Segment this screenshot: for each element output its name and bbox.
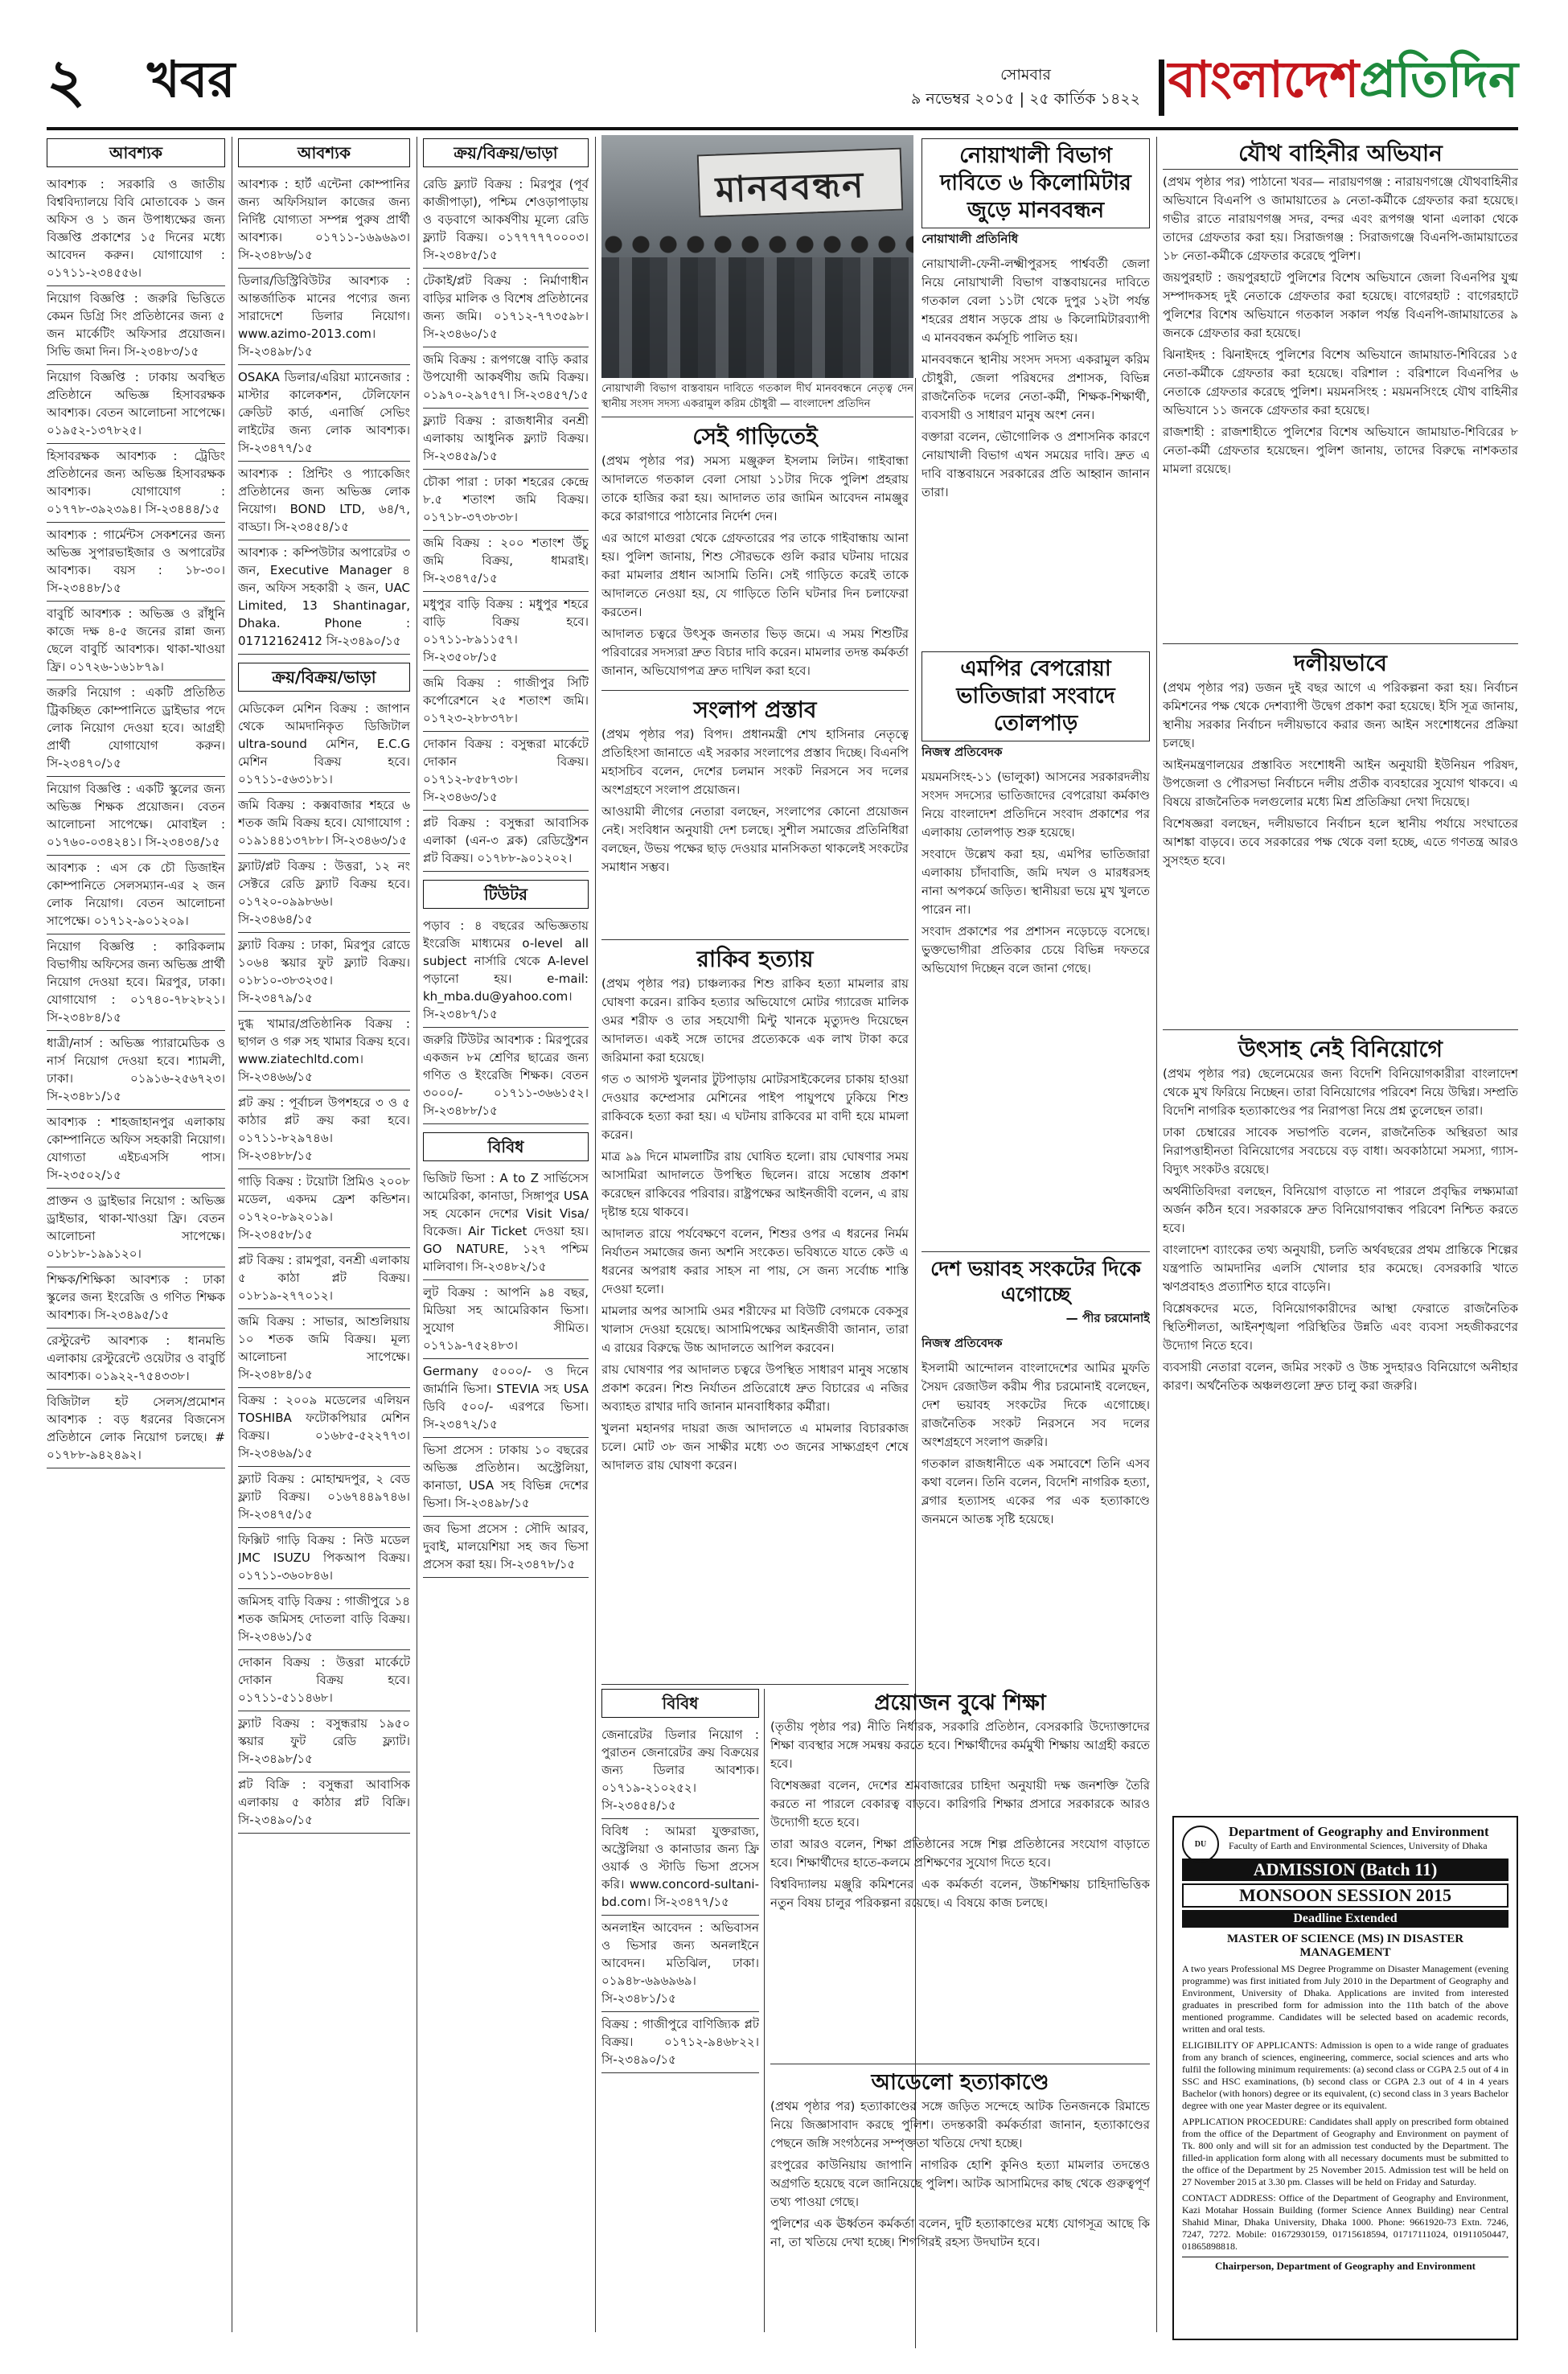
article-paragraph: মামলার অপর আসামি ওমর শরীফের মা বিউটি বেগমকে বেকসুর খালাস দেওয়া হয়েছে। আসামিপক্ষের আইনজীবী জানান, তারা এ রায়ের বিরুদ্ধে উচ্চ আদালতে আপিল করবেন। bbox=[601, 1304, 909, 1355]
article-paragraph: (প্রথম পৃষ্ঠার পর) বিপদ। প্রধানমন্ত্রী শেখ হাসিনার নেতৃত্বে প্রতিহিংসা জানাতে এই সরকার সংলাপের প্রস্তাব দিচ্ছে। বিএনপি মহাসচিব বলেন, দেশের চলমান সংকট নিরসনে সব দলের অংশগ্রহণে সংলাপ প্রয়োজন। bbox=[601, 727, 909, 797]
article-body bbox=[601, 452, 909, 680]
classified-ad: অনলাইন আবেদন : অভিবাসন ও ভিসার জন্য অনলাইনে আবেদন। মতিঝিল, ঢাকা। ০১৯৪৮-৬৯৬৯৬৯। সি-২৩৪৮১/১৫ bbox=[601, 1916, 759, 2012]
article-paragraph: বিশ্ববিদ্যালয় মঞ্জুরি কমিশনের এক কর্মকর্তা বলেন, উচ্চশিক্ষায় চাহিদাভিত্তিক নতুন বিষয় চালুর পরিকল্পনা রয়েছে। এ বিষয়ে কাজ চলছে। bbox=[770, 1877, 1150, 1910]
article-paragraph: বক্তারা বলেন, ভৌগোলিক ও প্রশাসনিক কারণে নোয়াখালী বিভাগ এখন সময়ের দাবি। দ্রুত এ দাবি বাস্তবায়নে সরকারের প্রতি আহ্বান জানান তারা। bbox=[922, 429, 1150, 499]
classified-ad: ফ্ল্যাট বিক্রয় : মোহাম্মদপুর, ২ বেড ফ্ল্যাট বিক্রয়। ০১৬৭৪৪৯৭৪৬। সি-২৩৪৭৫/১৫ bbox=[238, 1467, 410, 1528]
article-paragraph: (প্রথম পৃষ্ঠার পর) চাঞ্চল্যকর শিশু রাকিব হত্যা মামলার রায় ঘোষণা করেন। রাকিব হত্যার অভিযোগে মোটর গ্যারেজ মালিক ওমর শরীফ ও তার সহযোগী মিন্টু খানকে মৃত্যুদণ্ড দিয়েছেন আদালত। একই সঙ্গে তাদের প্রত্যেককে এক লাখ টাকা করে জরিমানা করা হয়েছে। bbox=[601, 976, 909, 1065]
classified-ad: টেকাই/প্লট বিক্রয় : নির্মাণাধীন বাড়ির মালিক ও বিশেষ প্রতিষ্ঠানের জন্য জমি। ০১৭১২-৭৭৩৫৯৮। সি-২৩৪৬০/১৫ bbox=[423, 269, 589, 347]
classified-ad: গাড়ি বিক্রয় : টয়োটা প্রিমিও ২০০৮ মডেল, একদম ফ্রেশ কন্ডিশন। ০১৭২০-৮৯২০১৯। সি-২৩৪৫৮/১৫ bbox=[238, 1169, 410, 1248]
article-paragraph: আইনমন্ত্রণালয়ের প্রস্তাবিত সংশোধনী আইন অনুযায়ী ইউনিয়ন পরিষদ, উপজেলা ও পৌরসভা নির্বাচনে দলীয় প্রতীক ব্যবহারের সুযোগ থাকবে। এ বিষয়ে রাজনৈতিক দলগুলোর মধ্যে মিশ্র প্রতিক্রিয়া দেখা দিয়েছে। bbox=[1163, 758, 1518, 809]
classified-ad: প্লট ক্রয় : পূর্বাচল উপশহরে ৩ ও ৫ কাঠার প্লট ক্রয় করা হবে। ০১৭১১-৮২৯৭৪৬। সি-২৩৪৮৮/১৫ bbox=[238, 1090, 410, 1169]
classified-ad: রেডি ফ্ল্যাট বিক্রয় : মিরপুর (পূর্ব কাজীপাড়া), পশ্চিম শেওড়াপাড়ায় ও বড়বাগে আকর্ষণীয় মূল্যে রেডি ফ্ল্যাট বিক্রয়। ০১৭৭৭৭৭০০০৩। সি-২৩৪৮৫/১৫ bbox=[423, 172, 589, 269]
classified-ad: হিসাবরক্ষক আবশ্যক : ট্রেডিং প্রতিষ্ঠানের জন্য অভিজ্ঞ হিসাবরক্ষক আবশ্যক। যোগাযোগ : ০১৭৭৮-৩৯২৩৯৪। সি-২৩৪৪৪/১৫ bbox=[47, 444, 225, 523]
photo-crowd bbox=[601, 257, 913, 378]
classified-ad: জমি বিক্রয় : সাভার, আশুলিয়ায় ১০ শতক জমি বিক্রয়। মূল্য আলোচনা সাপেক্ষে। সি-২৩৪৮৪/১৫ bbox=[238, 1309, 410, 1388]
classified-ad: আবশ্যক : হার্ট এন্টেনা কোম্পানির জন্য অফিসিয়াল কাজের জন্য নির্দিষ্ট যোগ্যতা সম্পন্ন পুরুষ প্রার্থী আবশ্যক। ০১৭১১-১৬৯৬৯৩। সি-২৩৪৮৬/১৫ bbox=[238, 172, 410, 269]
classified-ad: ফ্ল্যাট/প্লট বিক্রয় : উত্তরা, ১২ নং সেক্টরে রেডি ফ্ল্যাট বিক্রয় হবে। ০১৭২০-০৯৯৮৬৬। সি-২৩৪৬৪/১৫ bbox=[238, 854, 410, 933]
classified-ad: ডিলার/ডিস্ট্রিবিউটর আবশ্যক : আন্তর্জাতিক মানের পণ্যের জন্য সারাদেশে ডিলার নিয়োগ। www.azimo-2013.com। সি-২৩৪৯৮/১৫ bbox=[238, 269, 410, 365]
classified-ad: জমি বিক্রয় : ২০০ শতাংশ উঁচু জমি বিক্রয়, ধামরাই। সি-২৩৪৭৫/১৫ bbox=[423, 531, 589, 592]
classified-ad: মেডিকেল মেশিন বিক্রয় : জাপান থেকে আমদানিকৃত ডিজিটাল ultra-sound মেশিন, E.C.G মেশিন বিক্রয় হবে। ০১৭১১-৫৬৩১৮১। bbox=[238, 696, 410, 793]
classified-ad: নিয়োগ বিজ্ঞপ্তি : ঢাকায় অবস্থিত প্রতিষ্ঠানে অভিজ্ঞ হিসাবরক্ষক আবশ্যক। বেতন আলোচনা সাপেক্ষে। ০১৯৫২-১৩৭৮২৫। bbox=[47, 365, 225, 444]
ad-procedure: APPLICATION PROCEDURE: Candidates shall apply on prescribed form obtained from the office of the Department of Geography and Environment on payment of Tk. 800 only and will sit for an admission test conducted by the Department. The filled-in application form along with all necessary documents must be submitted to the office of the Department by 25 November 2015. Admission test will be held on 27 November 2015 at 3.30 pm. Classes will be held on Friday and Saturday. bbox=[1182, 2116, 1508, 2187]
article-body bbox=[922, 255, 1150, 502]
classified-ad: মধুপুর বাড়ি বিক্রয় : মধুপুর শহরে বাড়ি বিক্রয় হবে। ০১৭১১-৮৯১১৫৭। সি-২৩৫০৮/১৫ bbox=[423, 592, 589, 671]
article-hottakande bbox=[770, 2068, 1150, 2334]
classified-ad: দোকান বিক্রয় : উত্তরা মার্কেটে দোকান বিক্রয় হবে। ০১৭১১-৫১১৪৬৮। bbox=[238, 1650, 410, 1711]
headline: প্রয়োজন বুঝে শিক্ষা bbox=[874, 1690, 1046, 1715]
classified-ad: বাবুর্চি আবশ্যক : অভিজ্ঞ ও রাঁধুনি কাজে দক্ষ ৪-৫ জনের রান্না জন্য ছেলে বাবুর্চি আবশ্যক। থাকা-খাওয়া ফ্রি। ০১৭২৬-১৬১৮৭৯। bbox=[47, 602, 225, 680]
article-paragraph: (প্রথম পৃষ্ঠার পর) ডজন দুই বছর আগে এ পরিকল্পনা করা হয়। নির্বাচন কমিশনের পক্ষ থেকে দেশব্যাপী উদ্বেগ প্রকাশ করা হয়েছে। ইসি সূত্র জানায়, স্থানীয় সরকার নির্বাচন দলীয়ভাবে করার জন্য আইন সংশোধনের প্রক্রিয়া চলছে। bbox=[1163, 680, 1518, 750]
classified-ad: জমিসহ বাড়ি বিক্রয় : গাজীপুরে ১৪ শতক জমিসহ দোতলা বাড়ি বিক্রয়। সি-২৩৪৬১/১৫ bbox=[238, 1589, 410, 1650]
page-number: ২ bbox=[47, 47, 86, 116]
classified-ad: নিয়োগ বিজ্ঞপ্তি : কারিকলাম বিভাগীয় অফিসের জন্য অভিজ্ঞ প্রার্থী নিয়োগ দেওয়া হবে। মিরপুর, ঢাকা। যোগাযোগ : ০১৭৪০-৭৮২৮২১। সি-২৩৪৮৪/১৫ bbox=[47, 934, 225, 1031]
article-paragraph: তারা আরও বলেন, শিক্ষা প্রতিষ্ঠানের সঙ্গে শিল্প প্রতিষ্ঠানের সংযোগ বাড়াতে হবে। শিক্ষার্থীদের হাতে-কলমে প্রশিক্ষণের সুযোগ দিতে হবে। bbox=[770, 1837, 1150, 1870]
article-paragraph: (প্রথম পৃষ্ঠার পর) ছেলেমেয়ের জন্য বিদেশি বিনিয়োগকারীরা বাংলাদেশ থেকে মুখ ফিরিয়ে নিচ্ছেন। তারা বিনিয়োগের পরিবেশ নিয়ে উদ্বিগ্ন। সম্প্রতি বিদেশি নাগরিক হত্যাকাণ্ডের পর নিরাপত্তা নিয়ে প্রশ্ন তুলেছেন তারা। bbox=[1163, 1066, 1518, 1118]
article-paragraph: পুলিশের এক ঊর্ধ্বতন কর্মকর্তা বলেন, দুটি হত্যাকাণ্ডের মধ্যে যোগসূত্র আছে কি না, তা খতিয়ে দেখা হচ্ছে। শিগগিরই রহস্য উদঘাটন হবে। bbox=[770, 2216, 1150, 2249]
brand-name-red: বাংলাদেশ bbox=[1168, 50, 1360, 109]
classified-ad: ভিজিট ভিসা : A to Z সার্ভিসেস আমেরিকা, কানাডা, সিঙ্গাপুর USA সহ যেকোন দেশের Visit Visa/বিকেজ। Air Ticket দেওয়া হয়। GO NATURE, ১২৭ পশ্চিম মালিবাগ। সি-২৩৪৮২/১৫ bbox=[423, 1166, 589, 1280]
ad-intro: A two years Professional MS Degree Programme on Disaster Management (evening programme) was first initiated from July 2010 in the Department of Geography and Environment, University of Dhaka. Applications are invited from interested graduates in prescribed form for admission into the 11th batch of the above mentioned programme. Candidates will be selected based on academic records, written and oral tests. bbox=[1182, 1963, 1508, 2035]
classified-ad: ভিসা প্রসেস : ঢাকায় ১০ বছরের অভিজ্ঞ প্রতিষ্ঠান। অস্ট্রেলিয়া, কানাডা, USA সহ বিভিন্ন দেশের ভিসা। সি-২৩৪৯৮/১৫ bbox=[423, 1438, 589, 1517]
section-divider bbox=[1163, 1029, 1518, 1030]
article-body bbox=[601, 975, 909, 1475]
headline: যৌথ বাহিনীর অভিযান bbox=[1163, 138, 1518, 170]
classified-ad: আবশ্যক : শাহজাহানপুর এলাকায় কোম্পানিতে অফিস সহকারী নিয়োগ। যোগ্যতা এইচএসসি পাস। সি-২৩৫০২/১৫ bbox=[47, 1110, 225, 1189]
column-divider bbox=[1156, 137, 1157, 2332]
classified-ad: রেস্টুরেন্ট আবশ্যক : ধানমন্ডি এলাকায় রেস্টুরেন্টে ওয়েটার ও বাবুর্চি আবশ্যক। ০১৯২২-৭৫৪৩৩৮। bbox=[47, 1329, 225, 1390]
article-paragraph: বিশেষজ্ঞরা বলেন, দেশের শ্রমবাজারের চাহিদা অনুযায়ী দক্ষ জনশক্তি তৈরি করতে না পারলে বেকারত্ব বাড়বে। কারিগরি শিক্ষার প্রসারে সরকারকে আরও উদ্যোগী হতে হবে। bbox=[770, 1778, 1150, 1830]
dateline bbox=[911, 63, 1140, 111]
article-paragraph: রংপুরের কাউনিয়ায় জাপানি নাগরিক হোশি কুনিও হত্যা মামলার তদন্তেও অগ্রগতি হয়েছে বলে জানিয়েছে পুলিশ। আটক আসামিদের কাছ থেকে গুরুত্বপূর্ণ তথ্য পাওয়া গেছে। bbox=[770, 2158, 1150, 2209]
headline: আডেলো হত্যাকাণ্ডে bbox=[871, 2070, 1049, 2095]
article-body bbox=[1163, 1065, 1518, 1395]
article-sonlap bbox=[601, 695, 909, 936]
headline: রাকিব হত্যায় bbox=[696, 946, 814, 972]
classified-column-3 bbox=[423, 138, 589, 2334]
masthead-rule bbox=[47, 127, 1518, 130]
article-body bbox=[1163, 173, 1518, 478]
article-paragraph: গত ৩ আগস্ট খুলনার টুটপাড়ায় মোটরসাইকেলের চাকায় হাওয়া দেওয়ার কম্প্রেসার মেশিনের পাইপ পায়ুপথে ঢুকিয়ে শিশু রাকিবকে হত্যা করা হয়। এ ঘটনায় রাকিবের মা বাদী হয়ে মামলা করেন। bbox=[601, 1072, 909, 1142]
article-paragraph: ঝিনাইদহ : ঝিনাইদহে পুলিশের বিশেষ অভিযানে জামায়াত-শিবিরের ১৫ নেতা-কর্মীকে গ্রেফতার করা হয়েছে। বরিশাল : বরিশালে বিএনপির ৬ নেতাকে গ্রেফতার করেছে পুলিশ। ময়মনসিংহ : ময়মনসিংহে যৌথ বাহিনীর অভিযানে ১১ জনকে গ্রেফতার করা হয়েছে। bbox=[1163, 347, 1518, 417]
classified-ad: বিক্রয় : ২০০৯ মডেলের এলিয়ন TOSHIBA ফটোকপিয়ার মেশিন বিক্রয়। ০১৬৮৫-৫২২৭৭৩। সি-২৩৪৬৯/১৫ bbox=[238, 1388, 410, 1467]
article-paragraph: (প্রথম পৃষ্ঠার পর) হত্যাকাণ্ডের সঙ্গে জড়িত সন্দেহে আটক তিনজনকে রিমান্ডে নিয়ে জিজ্ঞাসাবাদ করছে পুলিশ। তদন্তকারী কর্মকর্তারা জানান, হত্যাকাণ্ডের পেছনে জঙ্গি সংগঠনের সম্পৃক্ততা খতিয়ে দেখা হচ্ছে। bbox=[770, 2099, 1150, 2150]
column-divider bbox=[764, 1689, 765, 2332]
section-divider bbox=[601, 1684, 909, 1685]
article-paragraph: খুলনা মহানগর দায়রা জজ আদালতে এ মামলার বিচারকাজ চলে। মোট ৩৮ জন সাক্ষীর মধ্যে ৩৩ জনের সাক্ষ্যগ্রহণ শেষে আদালত রায় ঘোষণা করেন। bbox=[601, 1421, 909, 1472]
classified-ad: দুগ্ধ খামার/প্রতিষ্ঠানিক বিক্রয় : ছাগল ও গরু সহ খামার বিক্রয় হবে। www.ziatechltd.com। সি-২৩৪৬৬/১৫ bbox=[238, 1012, 410, 1090]
headline-box bbox=[922, 651, 1150, 741]
byline: নোয়াখালী প্রতিনিধি bbox=[922, 232, 1019, 246]
headline: সেই গাড়িতেই bbox=[692, 423, 818, 450]
photo-caption: নোয়াখালী বিভাগ বাস্তবায়ন দাবিতে গতকাল দীর্ঘ মানববন্ধনে নেতৃত্ব দেন স্থানীয় সংসদ সদস্য একরামুল করিম চৌধুরী — বাংলাদেশ প্রতিদিন bbox=[601, 383, 913, 410]
article-paragraph: আদালত চত্বরে উৎসুক জনতার ভিড় জমে। এ সময় শিশুটির পরিবারের সদস্যরা দ্রুত বিচার দাবি করেন। মামলার তদন্ত কর্মকর্তা জানান, অভিযোগপত্র দ্রুত দাখিল করা হবে। bbox=[601, 626, 909, 678]
classified-list bbox=[423, 172, 589, 872]
ad-faculty: Faculty of Earth and Environmental Sciences, University of Dhaka bbox=[1229, 1840, 1488, 1851]
brand-logo bbox=[1168, 50, 1518, 109]
section-divider bbox=[1163, 643, 1518, 644]
article-joint-forces bbox=[1163, 138, 1518, 637]
classified-ad: বিবিধ : আমরা যুক্তরাজ্য, অস্ট্রেলিয়া ও কানাডার জন্য ফ্রি ওয়ার্ক ও স্টাডি ভিসা প্রসেস করি। www.concord-sultani-bd.com। সি-২৩৪৭৭/১৫ bbox=[601, 1819, 759, 1916]
ad-contact: CONTACT ADDRESS: Office of the Department of Geography and Environment, Kazi Motahar Hossain Building (former Science Annex Building) near Central Shahid Minar, Dhaka University, Dhaka 1000. Phone: 9661920-73 Extn. 7246, 7247, 7272. Mobile: 01672930159, 01715618594, 01717111024, 01911050447, 01865898818. bbox=[1182, 2192, 1508, 2252]
article-mp bbox=[922, 651, 1150, 1247]
article-sei-garite bbox=[601, 421, 909, 687]
classified-ad: ফিক্সিট গাড়ি বিক্রয় : নিউ মডেল JMC ISUZU পিকআপ বিক্রয়। ০১৭১১-৩৬০৮৪৬। bbox=[238, 1528, 410, 1589]
classified-ad: লুট বিক্রয় : আপনি ৯৪ বছর, মিডিয়া সহ আমেরিকান ভিসা। সুযোগ সীমিত। ০১৭১৯-৭৫২৪৮৩। bbox=[423, 1280, 589, 1359]
article-paragraph: আওয়ামী লীগের নেতারা বলছেন, সংলাপের কোনো প্রয়োজন নেই। সংবিধান অনুযায়ী দেশ চলছে। সুশীল সমাজের প্রতিনিধিরা বলছেন, উভয় পক্ষের ছাড় দেওয়ার মানসিকতা থাকলেই সংকটের সমাধান সম্ভব। bbox=[601, 804, 909, 874]
section-title: খবর bbox=[147, 50, 236, 109]
university-seal-icon: DU bbox=[1182, 1826, 1219, 1863]
classified-ad: জমি বিক্রয় : গাজীপুর সিটি কর্পোরেশনে ২৫ শতাংশ জমি। ০১৭২৩-২৮৮৩৭৮। bbox=[423, 671, 589, 732]
article-paragraph: রাজশাহী : রাজশাহীতে পুলিশের বিশেষ অভিযানে জামায়াত-শিবিরের ৮ নেতা-কর্মী গ্রেফতার হয়েছেন। পুলিশ জানায়, তাদের বিরুদ্ধে নাশকতার মামলা রয়েছে। bbox=[1163, 425, 1518, 476]
article-paragraph: (তৃতীয় পৃষ্ঠার পর) নীতি নির্ধারক, সরকারি প্রতিষ্ঠান, বেসরকারি উদ্যোক্তাদের শিক্ষা ব্যবস্থার সঙ্গে সমন্বয় করতে হবে। শিক্ষার্থীদের কর্মমুখী শিক্ষায় আগ্রহী করতে হবে। bbox=[770, 1719, 1150, 1771]
classified-ad: জমি বিক্রয় : রূপগঞ্জে বাড়ি করার উপযোগী আকর্ষণীয় জমি বিক্রয়। ০১৯৭০-২৯৭৫৭। সি-২৩৪৫৭/১৫ bbox=[423, 347, 589, 409]
section-divider bbox=[601, 690, 909, 691]
article-paragraph: ইসলামী আন্দোলন বাংলাদেশের আমির মুফতি সৈয়দ রেজাউল করীম পীর চরমোনাই বলেছেন, দেশ ভয়াবহ সংকটের দিকে এগোচ্ছে। রাজনৈতিক সংকট নিরসনে সব দলের অংশগ্রহণে সংলাপ জরুরি। bbox=[922, 1361, 1150, 1449]
classified-ad: আবশ্যক : গার্মেন্টস সেকশনের জন্য অভিজ্ঞ সুপারভাইজার ও অপারেটর আবশ্যক। বয়স : ১৮-৩০। সি-২৩৪৪৮/১৫ bbox=[47, 523, 225, 602]
photo-banner-text: মানববন্ধন bbox=[715, 164, 866, 212]
classified-list bbox=[423, 914, 589, 1124]
classified-ad: প্রাক্তন ও ড্রাইভার নিয়োগ : অভিজ্ঞ ড্রাইভার, থাকা-খাওয়া ফ্রি। বেতন আলোচনা সাপেক্ষে। ০১৮১৮-১৯৯১২০। bbox=[47, 1189, 225, 1267]
byline: নিজস্ব প্রতিবেদক bbox=[922, 745, 1003, 759]
classified-ad: ধাত্রী/নার্স : অভিজ্ঞ প্যারামেডিক ও নার্স নিয়োগ দেওয়া হবে। শ্যামলী, ঢাকা। ০১৯১৬-২৫৬৭২৩। সি-২৩৪৮১/১৫ bbox=[47, 1031, 225, 1110]
article-paragraph: এর আগে মাগুরা থেকে গ্রেফতারের পর তাকে গাইবান্ধায় আনা হয়। পুলিশ জানায়, শিশু সৌরভকে গুলি করার ঘটনায় দায়ের করা মামলার প্রধান আসামি তিনি। সেই গাড়িতে করেই তাকে আদালতে নেওয়া হয়, যে গাড়িতে তিনি ঘটনার দিন চলাফেরা করতেন। bbox=[601, 531, 909, 619]
article-paragraph: ঢাকা চেম্বারের সাবেক সভাপতি বলেন, রাজনৈতিক অস্থিরতা আর নিরাপত্তাহীনতা বিনিয়োগের সবচেয়ে বড় বাধা। অবকাঠামো সমস্যা, গ্যাস-বিদ্যুৎ সংকটও রয়েছে। bbox=[1163, 1125, 1518, 1177]
article-body bbox=[1163, 679, 1518, 870]
headline: উৎসাহ নেই বিনিয়োগে bbox=[1238, 1036, 1443, 1062]
classified-header: বিবিধ bbox=[601, 1689, 759, 1718]
classified-list bbox=[423, 1166, 589, 1578]
article-paragraph: ব্যবসায়ী নেতারা বলেন, জমির সংকট ও উচ্চ সুদহারও বিনিয়োগে অনীহার কারণ। অর্থনৈতিক অঞ্চলগুলো দ্রুত চালু করা জরুরি। bbox=[1163, 1360, 1518, 1393]
classified-header: ক্রয়/বিক্রয়/ভাড়া bbox=[423, 138, 589, 167]
classified-ad: জব ভিসা প্রসেস : সৌদি আরব, দুবাই, মালয়েশিয়া সহ জব ভিসা প্রসেস করা হয়। সি-২৩৪৭৮/১৫ bbox=[423, 1517, 589, 1578]
classified-list bbox=[238, 696, 410, 1834]
article-paragraph: জয়পুরহাট : জয়পুরহাটে পুলিশের বিশেষ অভিযানে জেলা বিএনপির যুগ্ম সম্পাদকসহ দুই নেতাকে গ্রেফতার করা হয়েছে। বাগেরহাট : বাগেরহাটে পুলিশের বিশেষ অভিযানে গতকাল সকাল পর্যন্ত বিএনপি-জামায়াতের ৯ জনকে গ্রেফতার করা হয়েছে। bbox=[1163, 270, 1518, 340]
classified-header: টিউটর bbox=[423, 880, 589, 909]
ad-deadline-banner: Deadline Extended bbox=[1182, 1910, 1508, 1928]
byline: নিজস্ব প্রতিবেদক bbox=[922, 1336, 1003, 1350]
news-photo bbox=[601, 135, 913, 378]
article-paragraph: ময়মনসিংহ-১১ (ভালুকা) আসনের সরকারদলীয় সংসদ সদস্যের ভাতিজাদের বেপরোয়া কর্মকাণ্ড নিয়ে বাংলাদেশ প্রতিদিনে সংবাদ প্রকাশের পর এলাকায় তোলপাড় শুরু হয়েছে। bbox=[922, 770, 1150, 840]
classified-ad: জরুরি নিয়োগ : একটি প্রতিষ্ঠিত ট্রিকচ্ছিত কোম্পানিতে ড্রাইভার পদে লোক নিয়োগ দেওয়া হবে। আগ্রহী প্রার্থী যোগাযোগ করুন। সি-২৩৪৭০/১৫ bbox=[47, 680, 225, 777]
headline: দলীয়ভাবে bbox=[1294, 650, 1387, 676]
classified-ad: বিক্রয় : গাজীপুরে বাণিজ্যিক প্লট বিক্রয়। ০১৭১২-৯৪৬৮২২। সি-২৩৪৯০/১৫ bbox=[601, 2012, 759, 2073]
section-divider bbox=[922, 1251, 1150, 1252]
classified-ad: নিয়োগ বিজ্ঞপ্তি : জরুরি ভিত্তিতে কেমন ডিগ্রি সিং প্রতিষ্ঠানের জন্য ৫ জন মার্কেটিং অফিসার প্রয়োজন। সিভি জমা দিন। সি-২৩৪৮৩/১৫ bbox=[47, 286, 225, 365]
headline: দেশ ভয়াবহ সংকটের দিকে এগোচ্ছে bbox=[930, 1257, 1141, 1306]
classified-ad: চৌকা পারা : ঢাকা শহরের কেন্দ্রে ৮.৫ শতাংশ জমি বিক্রয়। ০১৭১৮-৩৭৩৮৩৮। bbox=[423, 470, 589, 531]
article-paragraph: নোয়াখালী-ফেনী-লক্ষ্মীপুরসহ পার্শ্ববর্তী জেলা নিয়ে নোয়াখালী বিভাগ বাস্তবায়নের দাবিতে গতকাল বেলা ১১টা থেকে দুপুর ১২টা পর্যন্ত শহরের প্রধান সড়কে প্রায় ৬ কিলোমিটারব্যাপী এ মানববন্ধন কর্মসূচি পালিত হয়। bbox=[922, 257, 1150, 345]
classified-ad: আবশ্যক : প্রিন্টিং ও প্যাকেজিং প্রতিষ্ঠানের জন্য অভিজ্ঞ লোক নিয়োগ। BOND LTD, ৬৪/৭, বাড্ডা। সি-২৩৪৫৪/১৫ bbox=[238, 462, 410, 540]
article-paragraph: (প্রথম পৃষ্ঠার পর) পাঠানো খবর— নারায়ণগঞ্জ : নারায়ণগঞ্জে যৌথবাহিনীর অভিযানে বিএনপি ও জামায়াতের ৯ নেতা-কর্মীকে গ্রেফতার করা হয়েছে। গভীর রাতে নারায়ণগঞ্জ সদর, বন্দর এবং রূপগঞ্জ থানা এলাকা থেকে তাদের গ্রেফতার করা হয়। সিরাজগঞ্জ : সিরাজগঞ্জে বিএনপি-জামায়াতের ১৮ নেতা-কর্মীকে গ্রেফতার করেছে পুলিশ। bbox=[1163, 175, 1518, 263]
classified-ad: প্লট বিক্রয় : বসুন্ধরা আবাসিক এলাকা (এন-৩ ব্লক) রেডিস্ট্রেশন প্লট বিক্রয়। ০১৭৮৮-৯০১২০২। bbox=[423, 811, 589, 872]
classified-ad: জমি বিক্রয় : কক্সবাজার শহরে ৬ শতক জমি বিক্রয় হবে। যোগাযোগ : ০১৯১৪৪১৩৭৮৮। সি-২৩৪৬৩/১৫ bbox=[238, 793, 410, 854]
article-body bbox=[601, 725, 909, 877]
headline: সংলাপ প্রস্তাব bbox=[693, 696, 817, 723]
classified-ad: শিক্ষক/শিক্ষিকা আবশ্যক : ঢাকা স্কুলের জন্য ইংরেজি ও গণিত শিক্ষক আবশ্যক। সি-২৩৪৯৫/১৫ bbox=[47, 1267, 225, 1329]
article-paragraph: সংবাদ প্রকাশের পর প্রশাসন নড়েচড়ে বসেছে। ভুক্তভোগীরা প্রতিকার চেয়ে বিভিন্ন দফতরে অভিযোগ দিচ্ছেন বলে জানা গেছে। bbox=[922, 924, 1150, 975]
ad-programme-title: MASTER OF SCIENCE (MS) IN DISASTER MANAGEMENT bbox=[1226, 1932, 1464, 1959]
ad-admission-banner: ADMISSION (Batch 11) bbox=[1182, 1859, 1508, 1881]
article-dalio bbox=[1163, 648, 1518, 1025]
article-body bbox=[922, 1359, 1150, 1529]
weekday: সোমবার bbox=[1000, 66, 1051, 84]
column-divider bbox=[595, 137, 596, 2332]
article-rakib bbox=[601, 944, 909, 1678]
headline-box bbox=[922, 138, 1150, 228]
classified-ad: বিজিটাল হট সেলস/প্রমোশন আবশ্যক : বড় ধরনের বিজনেস প্রতিষ্ঠানে লোক নিয়োগ চলছে। # ০১৭৮৮-৯৪২৪৯২। bbox=[47, 1390, 225, 1468]
article-paragraph: গতকাল রাজধানীতে এক সমাবেশে তিনি এসব কথা বলেন। তিনি বলেন, বিদেশি নাগরিক হত্যা, ব্লগার হত্যাসহ একের পর এক হত্যাকাণ্ডে জনমনে আতঙ্ক সৃষ্টি হয়েছে। bbox=[922, 1456, 1150, 1526]
classified-header: আবশ্যক bbox=[47, 138, 225, 167]
article-body bbox=[770, 1718, 1150, 1912]
classified-column-1 bbox=[47, 138, 225, 2334]
ad-session-banner: MONSOON SESSION 2015 bbox=[1182, 1883, 1508, 1908]
classified-header: আবশ্যক bbox=[238, 138, 410, 167]
classified-ad: OSAKA ডিলার/এরিয়া ম্যানেজার : মাস্টার কালেকশন, টেলিফোন ক্রেডিট কার্ড, এনার্জি সেভিং লাইটের জন্য লোক আবশ্যক। সি-২৩৪৭৭/১৫ bbox=[238, 365, 410, 462]
article-desh-sonkot bbox=[922, 1256, 1150, 1723]
article-paragraph: আদালত রায়ে পর্যবেক্ষণে বলেন, শিশুর ওপর এ ধরনের নির্মম নির্যাতন সমাজের জন্য অশনি সংকেত। ভবিষ্যতে যাতে কেউ এ ধরনের অপরাধ করার সাহস না পায়, সে জন্য সর্বোচ্চ শাস্তি দেওয়া হলো। bbox=[601, 1226, 909, 1296]
brand-name-green: প্রতিদিন bbox=[1359, 50, 1518, 109]
section-divider bbox=[601, 939, 909, 940]
ad-eligibility: ELIGIBILITY OF APPLICANTS: Admission is open to a wide range of graduates from any branch of sciences, engineering, commerce, social sciences and arts who fulfil the following minimum requirements: (a) second class or CGPA 2.5 out of 4 in SSC and HSC examinations, (b) second class or CGPA 2.3 out of 4 in 4 years Bachelor (with honors) degree or its equivalent, (c) second class in 3 years Bachelor degree with one year Master degree or its equivalent. bbox=[1182, 2039, 1508, 2111]
article-paragraph: মাত্র ৯৯ দিনে মামলাটির রায় ঘোষিত হলো। রায় ঘোষণার সময় আসামিরা আদালতে উপস্থিত ছিলেন। রায়ে সন্তোষ প্রকাশ করেছেন রাকিবের পরিবার। রাষ্ট্রপক্ষের আইনজীবী বলেন, এ রায় দৃষ্টান্ত হয়ে থাকবে। bbox=[601, 1149, 909, 1219]
classified-ad: প্লট বিক্রি : বসুন্ধরা আবাসিক এলাকায় ৫ কাঠার প্লট বিক্রি। সি-২৩৪৯০/১৫ bbox=[238, 1772, 410, 1834]
date: ৯ নভেম্বর ২০১৫ | ২৫ কার্তিক ১৪২২ bbox=[911, 90, 1140, 108]
classified-header: ক্রয়/বিক্রয়/ভাড়া bbox=[238, 663, 410, 692]
article-paragraph: রায় ঘোষণার পর আদালত চত্বরে উপস্থিত সাধারণ মানুষ সন্তোষ প্রকাশ করেন। শিশু নির্যাতন প্রতিরোধে দ্রুত বিচারের এ নজির অব্যাহত রাখার দাবি জানান মানবাধিকার কর্মীরা। bbox=[601, 1362, 909, 1414]
classified-column-4 bbox=[601, 1689, 759, 2332]
classified-ad: নিয়োগ বিজ্ঞপ্তি : একটি স্কুলের জন্য অভিজ্ঞ শিক্ষক প্রয়োজন। বেতন আলোচনা সাপেক্ষে। মোবাইল : ০১৭৬০-০৩৪২৪১। সি-২৩৪৩৪/১৫ bbox=[47, 777, 225, 856]
article-paragraph: বাংলাদেশ ব্যাংকের তথ্য অনুযায়ী, চলতি অর্থবছরের প্রথম প্রান্তিকে শিল্পের যন্ত্রপাতি আমদানির এলসি খোলার হার কমেছে। বেসরকারি খাতে ঋণপ্রবাহও প্রত্যাশিত হারে বাড়েনি। bbox=[1163, 1242, 1518, 1294]
article-proyojon bbox=[770, 1689, 1150, 2059]
ad-department: Department of Geography and Environment bbox=[1229, 1824, 1489, 1839]
classified-ad: আবশ্যক : এস কে চৌ ডিজাইন কোম্পানিতে সেলসম্যান-এর ২ জন লোক নিয়োগ। বেতন আলোচনা সাপেক্ষে। ০১৭১২-৯০১২০৯। bbox=[47, 856, 225, 934]
classified-ad: প্লট বিক্রয় : রামপুরা, বনশ্রী এলাকায় ৫ কাঠা প্লট বিক্রয়। ০১৮১৯-২৭৭০১২। bbox=[238, 1248, 410, 1309]
byline-speaker: — পীর চরমোনাই bbox=[1065, 1311, 1150, 1325]
admission-ad bbox=[1172, 1816, 1518, 2340]
masthead bbox=[47, 48, 1518, 125]
classified-ad: ফ্ল্যাট বিক্রয় : রাজধানীর বনশ্রী এলাকায় আধুনিক ফ্ল্যাট বিক্রয়। সি-২৩৪৫৯/১৫ bbox=[423, 409, 589, 470]
article-paragraph: মানববন্ধনে স্থানীয় সংসদ সদস্য একরামুল করিম চৌধুরী, জেলা পরিষদের প্রশাসক, বিভিন্ন রাজনৈতিক দলের নেতা-কর্মী, শিক্ষক-শিক্ষার্থী, ব্যবসায়ী ও সাধারণ মানুষ অংশ নেন। bbox=[922, 352, 1150, 422]
classified-ad: Germany ৫০০০/- ও দিনে জার্মানি ভিসা। STEVIA সহ USA ডিবি ৫০০/- এরপরে ভিসা। সি-২৩৪৭২/১৫ bbox=[423, 1359, 589, 1438]
classified-list bbox=[47, 172, 225, 1468]
classified-ad: জেনারেটর ডিলার নিয়োগ : পুরাতন জেনারেটর ক্রয় বিক্রয়ের জন্য ডিলার আবশ্যক। ০১৭১৯-২১০২৫২। সি-২৩৪৫৪/১৫ bbox=[601, 1723, 759, 1819]
classified-ad: ফ্ল্যাট বিক্রয় : ঢাকা, মিরপুর রোডে ১০৬৪ স্কয়ার ফুট ফ্ল্যাট বিক্রয়। ০১৮১০-৩৮৩২৩৫। সি-২৩৪৭৯/১৫ bbox=[238, 933, 410, 1012]
classified-ad: ফ্ল্যাট বিক্রয় : বসুন্ধরায় ১৯৫০ স্কয়ার ফুট রেডি ফ্ল্যাট। সি-২৩৪৯৮/১৫ bbox=[238, 1711, 410, 1772]
classified-column-2 bbox=[238, 138, 410, 2334]
article-noakhali bbox=[922, 138, 1150, 645]
classified-ad: পড়াব : ৪ বছরের অভিজ্ঞতায় ইংরেজি মাধ্যমের o-level all subject নার্সারি থেকে A-level পড়ানো হয়। e-mail: kh_mba.du@yahoo.com। সি-২৩৪৮৭/১৫ bbox=[423, 914, 589, 1028]
classified-list bbox=[601, 1723, 759, 2073]
classified-ad: জরুরি টিউটর আবশ্যক : মিরপুরের একজন ৮ম শ্রেণির ছাত্রের জন্য গণিত ও ইংরেজি শিক্ষক। বেতন ৩০০০/- ০১৭১১-৩৬৬১৫২। সি-২৩৪৮৮/১৫ bbox=[423, 1028, 589, 1124]
article-body bbox=[770, 2097, 1150, 2252]
article-body bbox=[922, 768, 1150, 978]
headline: এমপির বেপরোয়া ভাতিজারা সংবাদে তোলপাড় bbox=[956, 656, 1115, 736]
masthead-divider bbox=[1159, 60, 1164, 116]
article-paragraph: অর্থনীতিবিদরা বলছেন, বিনিয়োগ বাড়াতে না পারলে প্রবৃদ্ধির লক্ষ্যমাত্রা অর্জন কঠিন হবে। সরকারকে দ্রুত বিনিয়োগবান্ধব পরিবেশ নিশ্চিত করতে হবে। bbox=[1163, 1184, 1518, 1235]
article-paragraph: (প্রথম পৃষ্ঠার পর) সমস্য মঞ্জুরুল ইসলাম লিটন। গাইবান্ধা আদালতে গতকাল বেলা সোয়া ১১টার দিকে পুলিশ প্রহরায় তাকে হাজির করা হয়। আদালত তার জামিন আবেদন নামঞ্জুর করে কারাগারে পাঠানোর নির্দেশ দেন। bbox=[601, 454, 909, 524]
article-paragraph: বিশেষজ্ঞরা বলছেন, দলীয়ভাবে নির্বাচন হলে স্থানীয় পর্যায়ে সংঘাতের আশঙ্কা বাড়বে। তবে সরকারের পক্ষ থেকে বলা হচ্ছে, এতে গণতন্ত্র আরও সুসংহত হবে। bbox=[1163, 816, 1518, 868]
article-paragraph: বিশ্লেষকদের মতে, বিনিয়োগকারীদের আস্থা ফেরাতে রাজনৈতিক স্থিতিশীলতা, আইনশৃঙ্খলা পরিস্থিতির উন্নতি এবং ব্যবসা সহজীকরণের উদ্যোগ নিতে হবে। bbox=[1163, 1301, 1518, 1353]
article-utsaho bbox=[1163, 1034, 1518, 1809]
ad-signature: Chairperson, Department of Geography and Environment bbox=[1182, 2257, 1508, 2273]
classified-ad: আবশ্যক : সরকারি ও জাতীয় বিশ্ববিদ্যালয়ে বিবি মোতাবেক ১ জন অফিস ও ১ জন উপাধ্যক্ষের জন্য বিজ্ঞপ্তি প্রকাশের ১৫ দিনের মধ্যে আবেদন করুন। যোগাযোগ : ০১৭১১-২৩৪৫৫৬। bbox=[47, 172, 225, 286]
classified-list bbox=[238, 172, 410, 655]
classified-header: বিবিধ bbox=[423, 1132, 589, 1161]
headline: নোয়াখালী বিভাগ দাবিতে ৬ কিলোমিটার জুড়ে মানববন্ধন bbox=[940, 143, 1131, 223]
classified-ad: আবশ্যক : কম্পিউটার অপারেটর ৩ জন, Executive Manager ৪ জন, অফিস সহকারী ২ জন, UAC Limited, 13 Shantinagar, Dhaka. Phone : 01712162412 সি-২৩৪৯০/১৫ bbox=[238, 540, 410, 655]
article-paragraph: সংবাদে উল্লেখ করা হয়, এমপির ভাতিজারা এলাকায় চাঁদাবাজি, জমি দখল ও মারধরসহ নানা অপকর্মে জড়িত। স্থানীয়রা ভয়ে মুখ খুলতে পারেন না। bbox=[922, 847, 1150, 917]
classified-ad: দোকান বিক্রয় : বসুন্ধরা মার্কেটে দোকান বিক্রয়। ০১৭১২-৮৫৮৭৩৮। সি-২৩৪৬৩/১৫ bbox=[423, 732, 589, 811]
